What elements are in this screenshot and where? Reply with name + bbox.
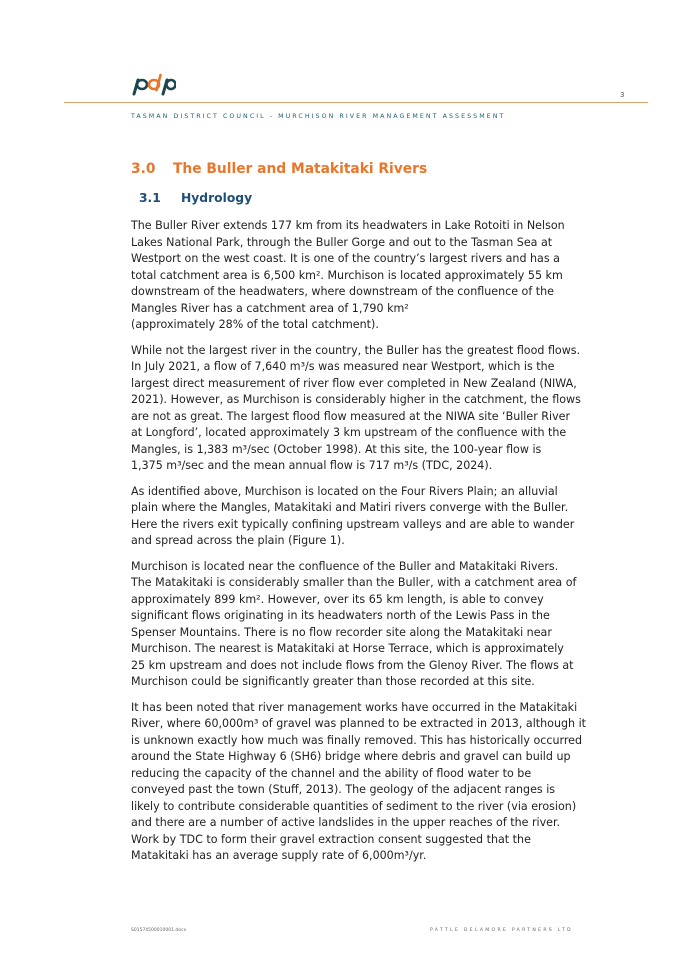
text-line: It has been noted that river management works have occurred in the Matakitaki xyxy=(131,700,578,714)
text-line: Murchison could be significantly greater than those recorded at this site. xyxy=(131,675,535,688)
text-line: and spread across the plain (Figure 1). xyxy=(131,534,345,547)
paragraph-buller-overview xyxy=(131,218,571,334)
section-heading xyxy=(131,161,427,177)
text-line: plain where the Mangles, Matakitaki and Matiri rivers converge with the Buller. xyxy=(131,501,569,514)
pdp-logo xyxy=(132,73,176,97)
header-divider xyxy=(64,102,648,103)
text-line: The Buller River extends 177 km from its headwaters in Lake Rotoiti in Nelson xyxy=(131,219,565,232)
text-line: Westport on the west coast. It is one of the country’s largest rivers and has a xyxy=(131,252,560,265)
text-line: Spenser Mountains. There is no flow recorder site along the Matakitaki near xyxy=(131,625,552,639)
text-line: total catchment area is 6,500 km². Murchison is located approximately 55 km xyxy=(131,268,563,282)
text-line: Mangles, is 1,383 m³/sec (October 1998). At this site, the 100-year flow is xyxy=(131,442,542,456)
text-line: largest direct measurement of river flow ever completed in New Zealand (NIWA, xyxy=(131,376,577,390)
text-line: 1,375 m³/sec and the mean annual flow is 717 m³/s (TDC, 2024). xyxy=(131,459,493,472)
paragraph-matakitaki xyxy=(131,559,577,691)
text-line: at Longford’, located approximately 3 km upstream of the confluence with the xyxy=(131,426,567,439)
text-line: Here the rivers exit typically confining upstream valleys and are able to wander xyxy=(131,517,575,531)
paragraph-flood-flows xyxy=(131,343,581,475)
text-line: In July 2021, a flow of 7,640 m³/s was measured near Westport, which is the xyxy=(131,360,555,373)
footer-document-code: S01574500010001.docx xyxy=(131,928,187,933)
text-line: (approximately 28% of the total catchment). xyxy=(131,318,379,331)
text-line: conveyed past the town (Stuff, 2013). The geology of the adjacent ranges is xyxy=(131,783,556,796)
page-number: 3 xyxy=(620,91,625,99)
text-line: approximately 899 km². However, over its 65 km length, is able to convey xyxy=(131,592,544,606)
text-line: Murchison. The nearest is Matakitaki at Horse Terrace, which is approximately xyxy=(131,642,564,655)
text-line: Work by TDC to form their gravel extraction consent suggested that the xyxy=(131,832,531,846)
section-number: 3.0 xyxy=(131,161,156,177)
footer-company-name: PATTLE DELAMORE PARTNERS LTD xyxy=(430,928,573,933)
subsection-number: 3.1 xyxy=(139,191,161,205)
paragraph-four-rivers-plain xyxy=(131,484,575,550)
text-line: Mangles River has a catchment area of 1,790 km² xyxy=(131,301,409,315)
paragraph-river-management xyxy=(131,700,587,865)
text-line: Murchison is located near the confluence of the Buller and Matakitaki Rivers. xyxy=(131,559,559,573)
text-line: 25 km upstream and does not include flows from the Glenoy River. The flows at xyxy=(131,658,574,672)
text-line: As identified above, Murchison is located on the Four Rivers Plain; an alluvial xyxy=(131,484,558,498)
text-line: and there are a number of active landslides in the upper reaches of the river. xyxy=(131,816,561,829)
text-line: River, where 60,000m³ of gravel was planned to be extracted in 2013, although it xyxy=(131,717,587,730)
text-line: While not the largest river in the country, the Buller has the greatest flood flows. xyxy=(131,343,581,357)
text-line: The Matakitaki is considerably smaller than the Buller, with a catchment area of xyxy=(131,576,577,589)
body-text xyxy=(131,218,587,874)
text-line: are not as great. The largest flood flow measured at the NIWA site ‘Buller River xyxy=(131,409,571,423)
text-line: around the State Highway 6 (SH6) bridge where debris and gravel can build up xyxy=(131,750,571,763)
text-line: is unknown exactly how much was finally removed. This has historically occurred xyxy=(131,733,583,747)
text-line: Matakitaki has an average supply rate of 6,000m³/yr. xyxy=(131,849,427,862)
subsection-title: Hydrology xyxy=(181,191,253,205)
text-line: significant flows originating in its headwaters north of the Lewis Pass in the xyxy=(131,609,550,622)
running-header-title: TASMAN DISTRICT COUNCIL - MURCHISON RIVER MANAGEMENT ASSESSMENT xyxy=(131,113,506,120)
text-line: 2021). However, as Murchison is considerably higher in the catchment, the flows xyxy=(131,393,581,406)
text-line: reducing the capacity of the channel and the ability of flood water to be xyxy=(131,766,532,780)
subsection-heading xyxy=(139,191,252,205)
text-line: Lakes National Park, through the Buller Gorge and out to the Tasman Sea at xyxy=(131,235,553,249)
section-title: The Buller and Matakitaki Rivers xyxy=(173,161,428,177)
text-line: likely to contribute considerable quantities of sediment to the river (via erosion) xyxy=(131,799,577,813)
text-line: downstream of the headwaters, where downstream of the confluence of the xyxy=(131,285,554,298)
